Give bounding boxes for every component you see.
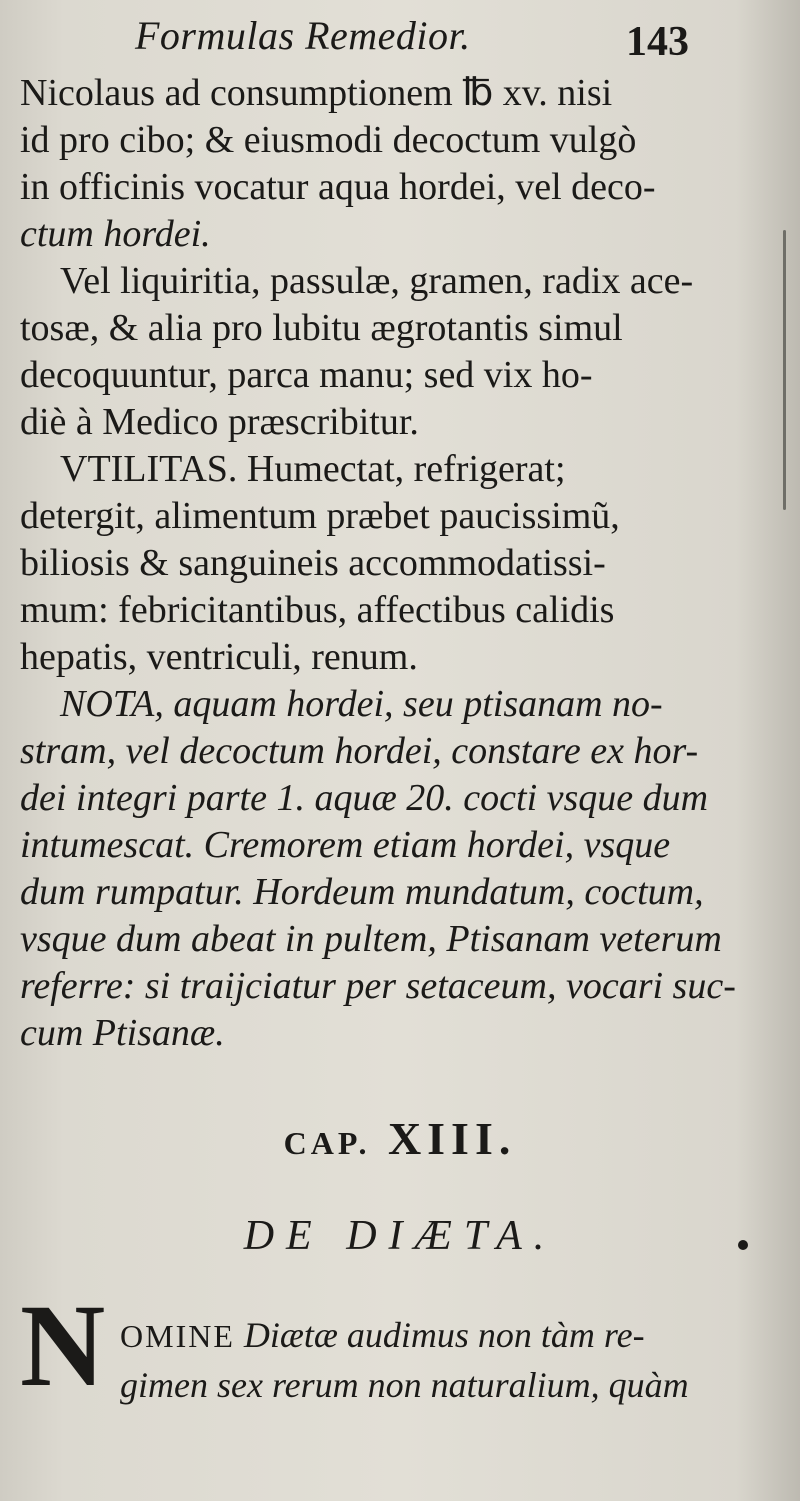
text-line: tosæ, & alia pro lubitu ægrotantis simul: [20, 307, 623, 349]
text-line: stram, vel decoctum hordei, constare ex hor-: [20, 730, 699, 772]
text-line: dei integri parte 1. aquæ 20. cocti vsque dum: [20, 777, 709, 819]
text-line: diè à Medico præscribitur.: [20, 401, 419, 443]
text-line: [120, 1310, 740, 1360]
opening-small-caps: OMINE: [120, 1318, 235, 1354]
text-line: intumescat. Cremorem etiam hordei, vsque: [20, 824, 671, 866]
text-line: dum rumpatur. Hordeum mundatum, coctum,: [20, 871, 704, 913]
text-line: mum: febricitantibus, affectibus calidis: [20, 589, 615, 631]
text-line: decoquuntur, parca manu; sed vix ho-: [20, 354, 593, 396]
opening-line-rest: Diætæ audimus non tàm re-: [234, 1315, 645, 1355]
text-line: Vel liquiritia, passulæ, gramen, radix ace-: [60, 260, 694, 302]
chapter-number: XIII.: [387, 1113, 517, 1164]
text-line: cum Ptisanæ.: [20, 1012, 225, 1054]
text-line: referre: si traijciatur per setaceum, vocari suc-: [20, 965, 736, 1007]
text-line: in officinis vocatur aqua hordei, vel deco-: [20, 166, 656, 208]
chapter-title: DE DIÆTA.: [243, 1213, 557, 1259]
text-line: id pro cibo; & eiusmodi decoctum vulgò: [20, 119, 637, 161]
page-header: [0, 4, 800, 64]
text-line: VTILITAS. Humectat, refrigerat;: [60, 448, 566, 490]
chapter-opening-text: [120, 1310, 740, 1410]
page-number: 143: [626, 19, 689, 65]
text-line: Nicolaus ad consumptionem ℔ xv. nisi: [20, 72, 613, 114]
ink-spot: [738, 1240, 748, 1250]
chapter-heading: [0, 1112, 800, 1165]
drop-cap-initial: N: [20, 1280, 106, 1411]
text-line: biliosis & sanguineis accommodatissi-: [20, 542, 606, 584]
text-line: ctum hordei.: [20, 213, 211, 255]
body-text: [20, 70, 736, 1057]
chapter-cap-word: CAP.: [283, 1125, 371, 1161]
text-line: detergit, alimentum præbet paucissimũ,: [20, 495, 620, 537]
text-line: NOTA, aquam hordei, seu ptisanam no-: [60, 683, 663, 725]
text-line: hepatis, ventriculi, renum.: [20, 636, 418, 678]
running-head: Formulas Remedior.: [135, 13, 471, 58]
text-line: gimen sex rerum non naturalium, quàm: [120, 1365, 689, 1405]
text-line: vsque dum abeat in pultem, Ptisanam veterum: [20, 918, 722, 960]
